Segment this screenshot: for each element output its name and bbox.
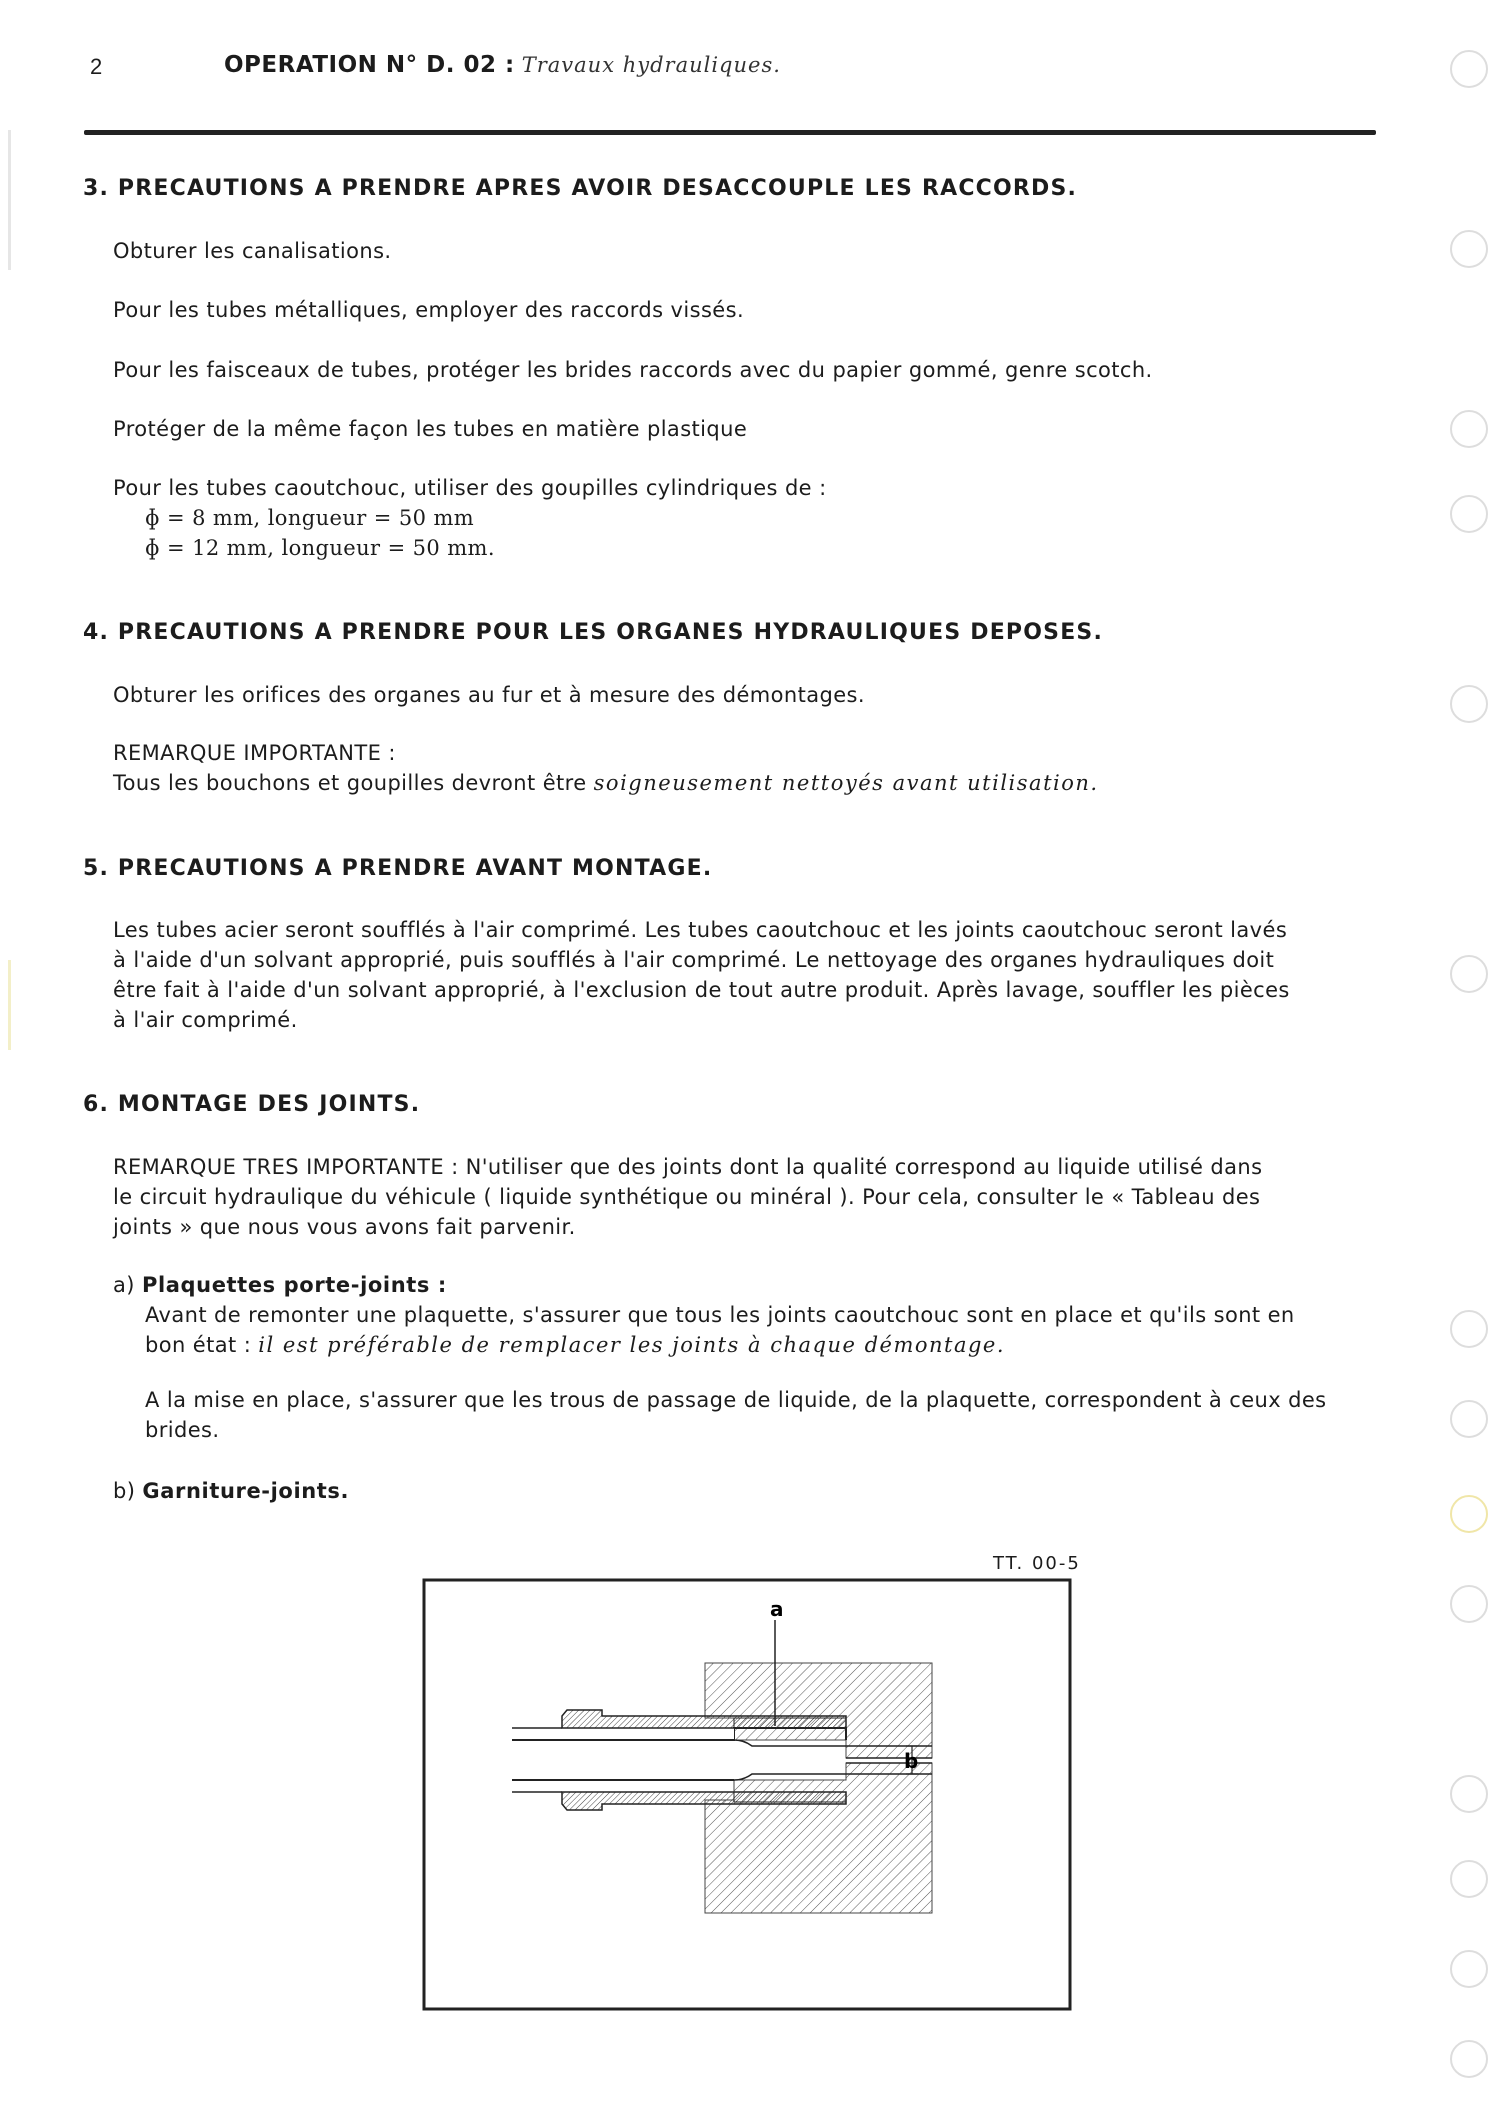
s6-b-title: Garniture-joints. xyxy=(142,1479,350,1503)
section-4-title: 4. PRECAUTIONS A PRENDRE POUR LES ORGANES HYDRAULIQUES DEPOSES. xyxy=(83,620,1104,645)
s4-remark-text: Tous les bouchons et goupilles devront être xyxy=(113,771,587,795)
binder-hole xyxy=(1450,1950,1488,1988)
binder-hole xyxy=(1450,410,1488,448)
binder-hole xyxy=(1450,2040,1488,2078)
binder-margin xyxy=(1440,0,1500,2121)
s5-line: à l'aide d'un solvant approprié, puis soufflés à l'air comprimé. Le nettoyage des organes hydrauliques doit xyxy=(113,948,1275,972)
header-rule xyxy=(84,130,1376,135)
binder-hole xyxy=(1450,955,1488,993)
s6-a-line-1: Avant de remonter une plaquette, s'assurer que tous les joints caoutchouc sont en place et qu'ils sont en xyxy=(145,1303,1295,1327)
figure-code: TT. 00-5 xyxy=(993,1553,1081,1574)
s6-remark-line: joints » que nous vous avons fait parvenir. xyxy=(113,1215,576,1239)
s3-paragraph-5: Pour les tubes caoutchouc, utiliser des goupilles cylindriques de : xyxy=(113,476,827,500)
s5-line: Les tubes acier seront soufflés à l'air comprimé. Les tubes caoutchouc et les joints caoutchouc seront lavés xyxy=(113,918,1288,942)
s3-pin-size-2: ɸ = 12 mm, longueur = 50 mm. xyxy=(145,536,495,560)
binder-hole xyxy=(1450,1400,1488,1438)
s3-paragraph-3: Pour les faisceaux de tubes, protéger les brides raccords avec du papier gommé, genre scotch. xyxy=(113,358,1153,382)
operation-subject: Travaux hydrauliques. xyxy=(521,53,781,77)
scan-edge-mark xyxy=(8,130,11,270)
lower-flange xyxy=(705,1763,932,1913)
binder-hole xyxy=(1450,1585,1488,1623)
s6-a-line-2-text: bon état : xyxy=(145,1333,252,1357)
s6-b-prefix: b) xyxy=(113,1479,136,1503)
page-number: 2 xyxy=(90,54,103,79)
s6-remark-line: REMARQUE TRES IMPORTANTE : N'utiliser que des joints dont la qualité correspond au liquide utilisé dans xyxy=(113,1155,1263,1179)
section-5-title: 5. PRECAUTIONS A PRENDRE AVANT MONTAGE. xyxy=(83,856,713,881)
scan-edge-mark xyxy=(8,960,11,1050)
binder-hole xyxy=(1450,495,1488,533)
s4-remark-line xyxy=(113,768,1099,798)
s6-a-line-4: brides. xyxy=(145,1418,220,1442)
binder-hole xyxy=(1450,1775,1488,1813)
s3-paragraph-1: Obturer les canalisations. xyxy=(113,239,392,263)
s3-paragraph-4: Protéger de la même façon les tubes en matière plastique xyxy=(113,417,748,441)
s6-a-prefix: a) xyxy=(113,1273,135,1297)
operation-number: OPERATION N° D. 02 : xyxy=(224,52,515,78)
s6-b-heading xyxy=(113,1476,349,1506)
s3-pin-size-1: ɸ = 8 mm, longueur = 50 mm xyxy=(145,506,475,530)
s4-paragraph-1: Obturer les orifices des organes au fur et à mesure des démontages. xyxy=(113,683,865,707)
binder-hole xyxy=(1450,1495,1488,1533)
binder-hole xyxy=(1450,1310,1488,1348)
s6-a-heading xyxy=(113,1270,447,1300)
section-3-title: 3. PRECAUTIONS A PRENDRE APRES AVOIR DESACCOUPLE LES RACCORDS. xyxy=(83,176,1078,201)
binder-hole xyxy=(1450,1860,1488,1898)
s6-a-title: Plaquettes porte-joints : xyxy=(141,1273,447,1297)
s6-remark-line: le circuit hydraulique du véhicule ( liquide synthétique ou minéral ). Pour cela, consulter le « Tableau des xyxy=(113,1185,1261,1209)
s4-remark-label: REMARQUE IMPORTANTE : xyxy=(113,741,396,765)
s5-line: à l'air comprimé. xyxy=(113,1008,298,1032)
operation-title xyxy=(224,52,781,78)
lower-seal xyxy=(734,1792,846,1802)
upper-flange xyxy=(705,1663,932,1758)
s3-paragraph-2: Pour les tubes métalliques, employer des raccords vissés. xyxy=(113,298,745,322)
s5-line: être fait à l'aide d'un solvant approprié, à l'exclusion de tout autre produit. Après lavage, souffler les pièces xyxy=(113,978,1290,1002)
seal-assembly-figure xyxy=(422,1578,1072,2011)
s6-a-line-3: A la mise en place, s'assurer que les trous de passage de liquide, de la plaquette, correspondent à ceux des xyxy=(145,1388,1327,1412)
s6-a-line-2-emphasis: il est préférable de remplacer les joints à chaque démontage. xyxy=(258,1333,1006,1357)
upper-seal xyxy=(734,1718,846,1728)
binder-hole xyxy=(1450,230,1488,268)
label-b: b xyxy=(904,1749,919,1773)
s4-remark-emphasis: soigneusement nettoyés avant utilisation. xyxy=(593,771,1099,795)
binder-hole xyxy=(1450,50,1488,88)
label-a: a xyxy=(770,1597,784,1621)
binder-hole xyxy=(1450,685,1488,723)
section-6-title: 6. MONTAGE DES JOINTS. xyxy=(83,1092,421,1117)
s6-a-line-2 xyxy=(145,1330,1005,1360)
